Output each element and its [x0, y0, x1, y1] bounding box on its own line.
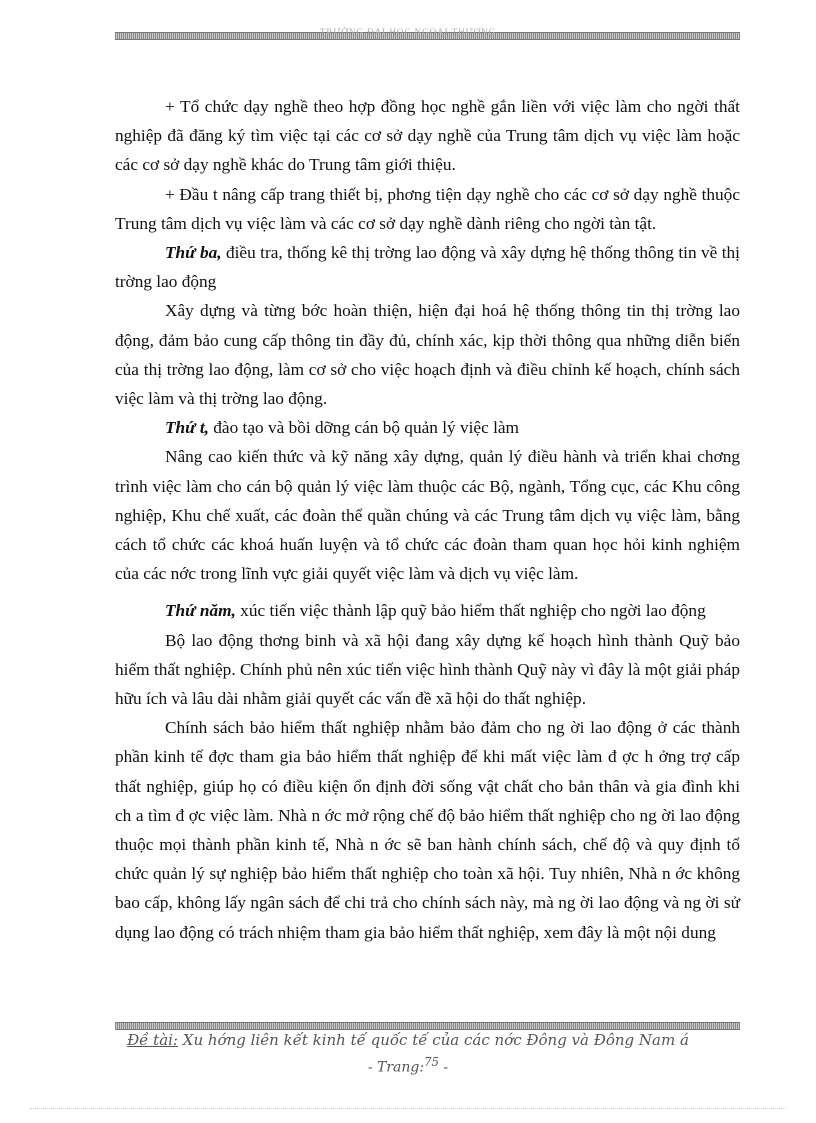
section-lead: Thứ ba,	[165, 243, 222, 263]
paragraph-text: Bộ lao động thơng binh và xã hội đang xây dựng kế hoạch hình thành Quỹ bảo hiểm thất nghiệp. Chính phủ nên xúc tiến việc hình thành Quỹ này vì đây là một giải pháp hữu ích và lâu dài nhằm giải quyết các vấn đề xã hội do thất nghiệp.	[115, 630, 740, 709]
paragraph	[115, 413, 740, 442]
footer-title	[0, 1031, 816, 1049]
page-number	[0, 1055, 816, 1076]
document-body	[115, 92, 740, 947]
paragraph	[115, 626, 740, 714]
page-prefix: - Trang:	[367, 1059, 425, 1076]
page-bottom-border	[30, 1108, 786, 1109]
paragraph-text: đào tạo và bồi dỡng cán bộ quản lý việc làm	[208, 418, 520, 438]
paragraph-text: điều tra, thống kê thị trờng lao động và xây dựng hệ thống thông tin về thị trờng lao động	[115, 243, 740, 292]
paragraph-text: Nâng cao kiến thức và kỹ năng xây dựng, quản lý điều hành và triển khai chơng trình việc làm cho cán bộ quản lý việc làm thuộc các Bộ, ngành, Tổng cục, các Khu công nghiệp, Khu chế xuất, các đoàn thể quần chúng và các Trung tâm dịch vụ việc làm, bằng cách tổ chức các khoá huấn luyện và tổ chức các đoàn tham quan học hỏi kinh nghiệm của các nớc trong lĩnh vực giải quyết việc làm và dịch vụ việc làm.	[115, 447, 740, 584]
paragraph	[115, 296, 740, 413]
paragraph-text: Chính sách bảo hiểm thất nghiệp nhằm bảo đảm cho ng ời lao động ở các thành phần kinh tế đợc tham gia bảo hiểm thất nghiệp để khi mất việc làm đ ợc h ởng trợ cấp thất nghiệp, giúp họ có điều kiện ổn định đời sống vật chất cho bản thân và gia đình khi ch a tìm đ ợc việc làm. Nhà n ớc mở rộng chế độ bảo hiểm thất nghiệp cho ng ời lao động thuộc mọi thành phần kinh tế, Nhà n ớc sẽ ban hành chính sách, chế độ và quy định tổ chức quản lý sự nghiệp bảo hiểm thất nghiệp cho toàn xã hội. Tuy nhiên, Nhà n ớc không bao cấp, không lấy ngân sách để chi trả cho chính sách này, mà ng ời lao động và ng ời sử dụng lao động có trách nhiệm tham gia bảo hiểm thất nghiệp, xem đây là một nội dung	[115, 718, 740, 942]
header-text: TRƯỜNG ĐẠI HỌC NGOẠI THƯƠNG	[319, 27, 497, 37]
paragraph	[115, 180, 740, 238]
page-suffix: -	[438, 1059, 449, 1076]
paragraph	[115, 713, 740, 947]
section-lead: Thứ t,	[165, 418, 209, 438]
footer-label: Đề tài:	[127, 1031, 178, 1049]
paragraph-text: Xây dựng và từng bớc hoàn thiện, hiện đại hoá hệ thống thông tin thị trờng lao động, đảm bảo cung cấp thông tin đầy đủ, chính xác, kịp thời thông qua những diễn biến của thị trờng lao động, làm cơ sở cho việc hoạch định và điều chỉnh kế hoạch, chính sách việc làm và thị trờng lao động.	[115, 301, 740, 409]
paragraph-text: + Tổ chức dạy nghề theo hợp đồng học nghề gắn liền với việc làm cho ngời thất nghiệp đã đăng ký tìm việc tại các cơ sở dạy nghề của Trung tâm dịch vụ việc làm hoặc các cơ sở dạy nghề khác do Trung tâm giới thiệu.	[115, 97, 740, 175]
paragraph	[115, 442, 740, 588]
section-lead: Thứ năm,	[165, 601, 236, 621]
paragraph-text: + Đầu t nâng cấp trang thiết bị, phơng tiện dạy nghề cho các cơ sở dạy nghề thuộc Trung tâm dịch vụ việc làm và các cơ sở dạy nghề dành riêng cho ngời tàn tật.	[115, 184, 740, 233]
paragraph	[115, 238, 740, 296]
paragraph-text: xúc tiến việc thành lập quỹ bảo hiểm thất nghiệp cho ngời lao động	[235, 601, 706, 621]
paragraph	[115, 596, 740, 625]
page-number-value: 75	[424, 1055, 439, 1069]
footer-rule	[115, 1022, 740, 1030]
paragraph	[115, 92, 740, 180]
footer-topic: Xu hớng liên kết kinh tế quốc tế của các nớc Đông và Đông Nam á	[178, 1031, 689, 1049]
